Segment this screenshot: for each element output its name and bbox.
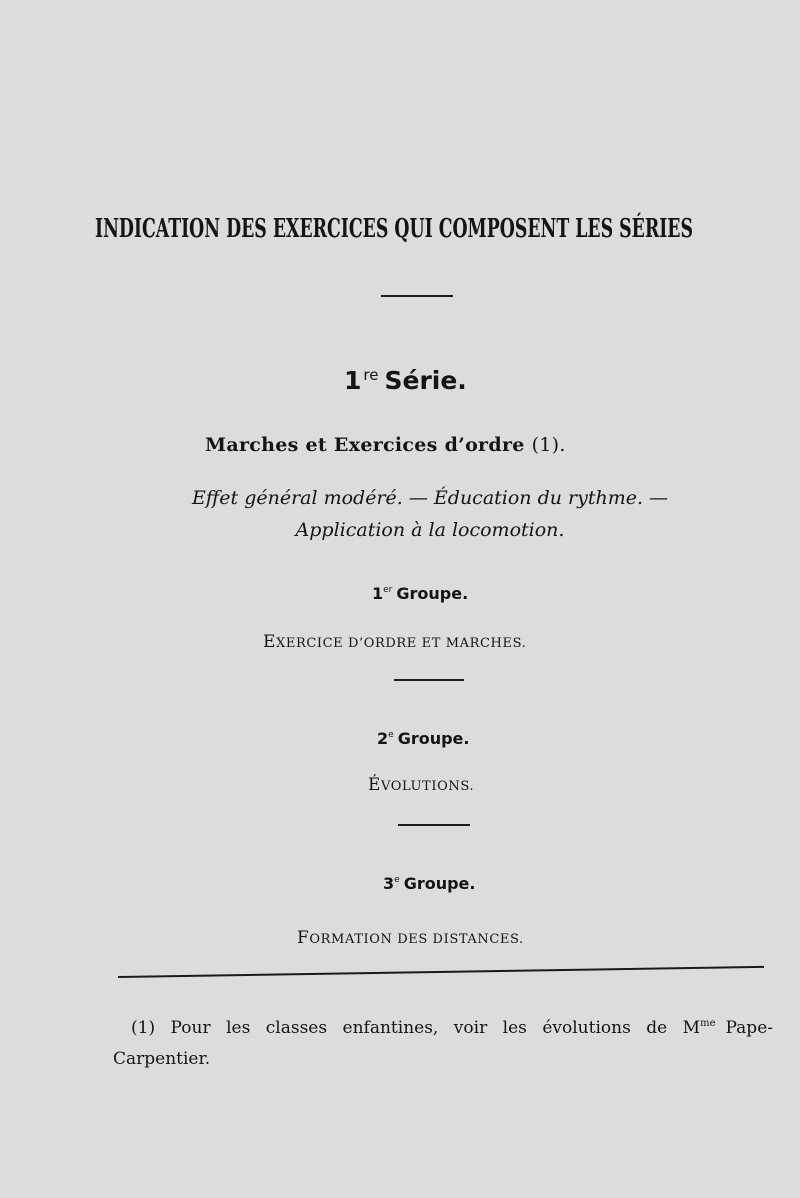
- page-heading: INDICATION DES EXERCICES QUI COMPOSENT LES SÉRIES: [95, 214, 694, 244]
- serie-subtitle: [205, 434, 566, 456]
- footnote: [113, 1008, 773, 1075]
- footnote-superscript: me: [700, 1018, 716, 1029]
- group-1-description: [263, 632, 526, 652]
- group-2-desc-rest: VOLUTIONS.: [381, 779, 475, 794]
- footnote-text: (1) Pour les classes enfantines, voir les évolutions de M: [131, 1018, 701, 1038]
- subtitle-note: (1).: [531, 434, 566, 456]
- group-2-number: 2: [377, 729, 389, 748]
- group-1-desc-first: E: [263, 632, 277, 652]
- group-1-title: [372, 584, 468, 603]
- group-2-title: [377, 729, 469, 748]
- group-2-label: Groupe.: [397, 729, 470, 748]
- serie-superscript: re: [363, 366, 379, 384]
- group-1-number: 1: [372, 584, 384, 603]
- group-1-divider: [394, 679, 464, 681]
- serie-label: Série.: [384, 366, 467, 395]
- group-1-desc-rest: XERCICE D’ORDRE ET MARCHES.: [276, 636, 527, 651]
- group-2-divider: [398, 824, 470, 826]
- group-2-desc-first: É: [368, 775, 382, 795]
- group-3-description: [297, 928, 524, 948]
- serie-title: [344, 366, 467, 395]
- effect-line-1: Effet général modéré. — Éducation du rythme. —: [191, 487, 669, 509]
- footnote-separator: [118, 966, 764, 978]
- heading-divider: [381, 295, 453, 297]
- footnote-text-end: Pape-Carpentier.: [113, 1018, 773, 1069]
- group-3-title: [383, 874, 475, 893]
- group-1-label: Groupe.: [396, 584, 469, 603]
- effect-description: [140, 482, 720, 546]
- group-3-label: Groupe.: [403, 874, 476, 893]
- group-3-superscript: e: [394, 875, 400, 885]
- subtitle-text: Marches et Exercices d’ordre: [205, 434, 525, 456]
- group-2-superscript: e: [388, 730, 394, 740]
- group-3-desc-rest: ORMATION DES DISTANCES.: [309, 932, 524, 947]
- serie-number: 1: [344, 366, 362, 395]
- group-1-superscript: er: [383, 585, 393, 595]
- group-3-number: 3: [383, 874, 395, 893]
- group-2-description: [368, 775, 474, 795]
- group-3-desc-first: F: [297, 928, 310, 948]
- effect-line-2: Application à la locomotion.: [295, 519, 565, 541]
